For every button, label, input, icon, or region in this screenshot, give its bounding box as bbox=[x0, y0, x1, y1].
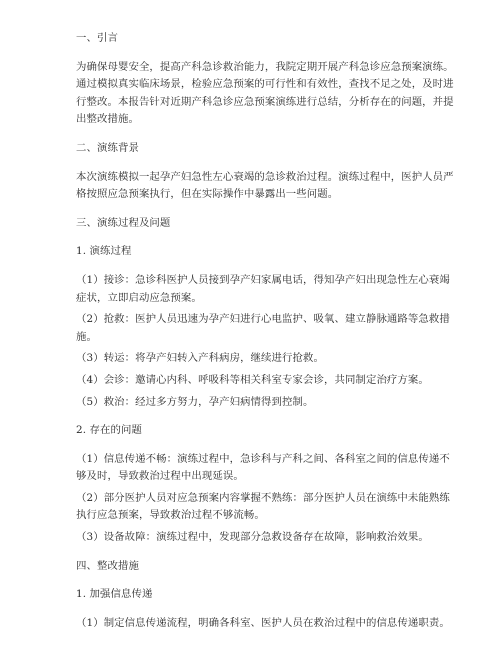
paragraph-line: （1）接诊：急诊科医护人员接到孕产妇家属电话，得知孕产妇出现急性左心衰竭 bbox=[76, 273, 450, 286]
paragraph-line: （1）制定信息传递流程，明确各科室、医护人员在救治过程中的信息传递职责。 bbox=[76, 616, 450, 629]
paragraph-line: 症状，立即启动应急预案。 bbox=[76, 291, 202, 304]
paragraph-line: 出整改措施。 bbox=[76, 113, 139, 126]
subsection-heading: 2. 存在的问题 bbox=[76, 424, 142, 437]
paragraph-line: 执行应急预案，导致救治过程不够流畅。 bbox=[76, 509, 265, 522]
section-heading: 四、整改措施 bbox=[76, 559, 139, 572]
paragraph-line: 格按照应急预案执行，但在实际操作中暴露出一些问题。 bbox=[76, 188, 339, 201]
section-heading: 三、演练过程及问题 bbox=[76, 216, 171, 229]
paragraph-line: 通过模拟真实临床场景，检验应急预案的可行性和有效性，查找不足之处，及时进 bbox=[76, 78, 454, 91]
paragraph-line: 够及时，导致救治过程中出现延误。 bbox=[76, 470, 244, 483]
paragraph-line: 本次演练模拟一起孕产妇急性左心衰竭的急诊救治过程。演练过程中，医护人员严 bbox=[76, 170, 454, 183]
paragraph-line: （2）抢救：医护人员迅速为孕产妇进行心电监护、吸氧、建立静脉通路等急救措 bbox=[76, 313, 450, 326]
paragraph-line: 行整改。本报告针对近期产科急诊应急预案演练进行总结，分析存在的问题，并提 bbox=[76, 95, 454, 108]
paragraph-line: （5）救治：经过多方努力，孕产妇病情得到控制。 bbox=[76, 395, 314, 408]
paragraph-line: （3）转运：将孕产妇转入产科病房，继续进行抢救。 bbox=[76, 352, 324, 365]
paragraph-line: 施。 bbox=[76, 330, 97, 343]
paragraph-line: （2）部分医护人员对应急预案内容掌握不熟练：部分医护人员在演练中未能熟练 bbox=[76, 491, 450, 504]
section-heading: 二、演练背景 bbox=[76, 141, 139, 154]
paragraph-line: （1）信息传递不畅：演练过程中，急诊科与产科之间、各科室之间的信息传递不 bbox=[76, 452, 450, 465]
document-body bbox=[76, 30, 454, 632]
paragraph-line: 为确保母婴安全，提高产科急诊救治能力，我院定期开展产科急诊应急预案演练。 bbox=[76, 60, 454, 73]
subsection-heading: 1. 加强信息传递 bbox=[76, 588, 153, 601]
subsection-heading: 1. 演练过程 bbox=[76, 245, 132, 258]
section-heading: 一、引言 bbox=[76, 32, 118, 44]
paragraph-line: （3）设备故障：演练过程中，发现部分急救设备存在故障，影响救治效果。 bbox=[76, 531, 429, 544]
paragraph-line: （4）会诊：邀请心内科、呼吸科等相关科室专家会诊，共同制定治疗方案。 bbox=[76, 373, 429, 386]
